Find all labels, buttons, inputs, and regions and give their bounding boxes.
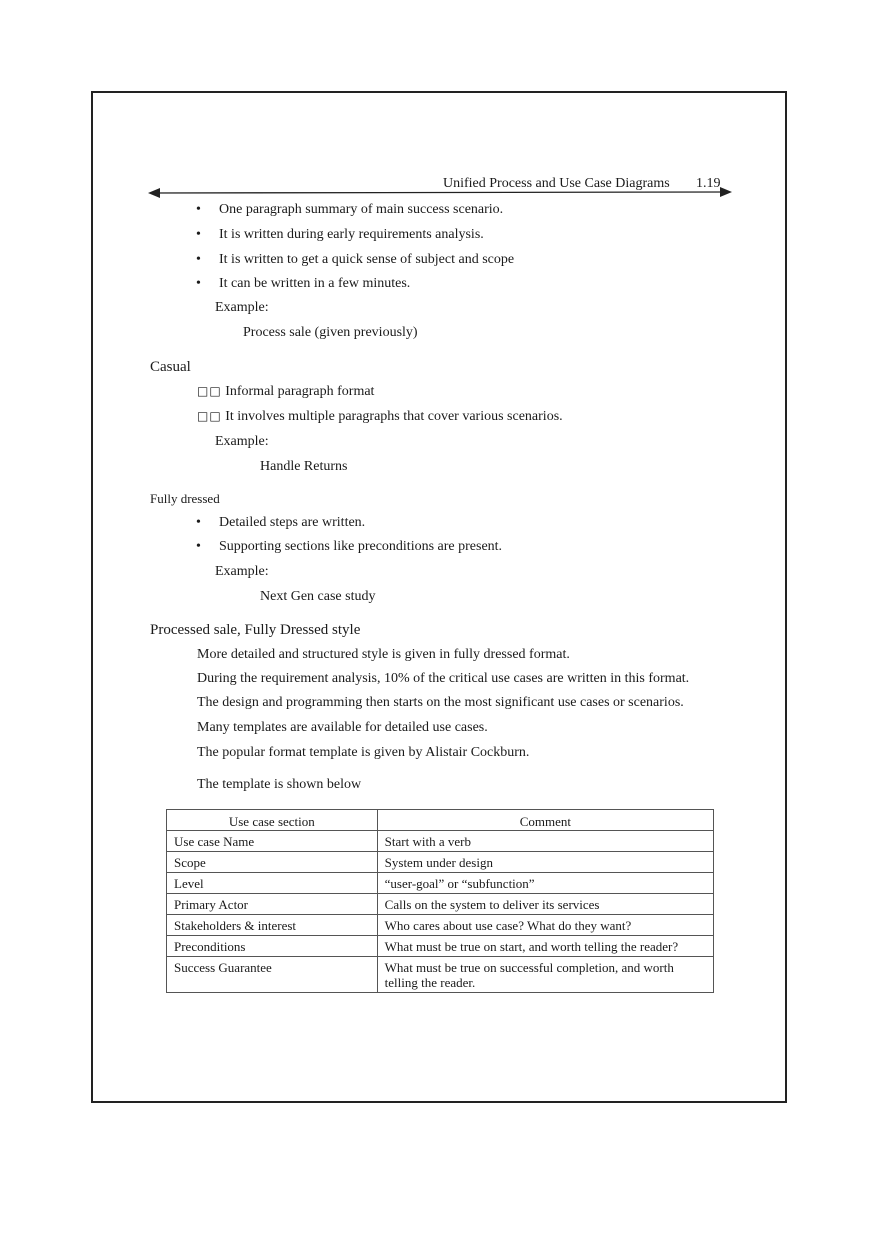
example-value: Handle Returns [260,459,348,474]
column-header: Use case section [167,810,378,831]
table-cell: Start with a verb [377,831,713,852]
table-cell: Success Guarantee [167,957,378,993]
table-cell: Preconditions [167,936,378,957]
list-item [197,384,374,400]
bullet-marker: • [196,515,201,530]
column-header: Comment [377,810,713,831]
table-row [167,894,714,915]
list-item: Supporting sections like preconditions are present. [219,539,503,554]
list-item: One paragraph summary of main success scenario. [219,202,504,217]
paragraph-line: The popular format template is given by Alistair Cockburn. [197,745,530,760]
table-row [167,852,714,873]
use-case-template-table [166,809,714,993]
table-header-row [167,810,714,831]
bullet-marker: • [196,202,201,217]
paragraph-line: Many templates are available for detailed use cases. [197,720,488,735]
header-double-arrow [148,186,732,200]
table-row [167,831,714,852]
box-glyph: □□ [197,409,222,423]
section-heading-processed-sale: Processed sale, Fully Dressed style [150,622,361,638]
example-value: Process sale (given previously) [243,325,418,340]
table-cell: Use case Name [167,831,378,852]
page-number: 1.19 [696,176,721,191]
example-label: Example: [215,300,269,315]
table-cell: What must be true on start, and worth telling the reader? [377,936,713,957]
table-cell: Primary Actor [167,894,378,915]
example-label: Example: [215,564,269,579]
bullet-marker: • [196,252,201,267]
table-cell: “user-goal” or “subfunction” [377,873,713,894]
list-item-text: It involves multiple paragraphs that cover various scenarios. [225,409,563,424]
bullet-marker: • [196,227,201,242]
table-cell: System under design [377,852,713,873]
table-row [167,957,714,993]
list-item-text: Informal paragraph format [225,384,375,399]
example-value: Next Gen case study [260,589,376,604]
table-cell: Who cares about use case? What do they want? [377,915,713,936]
list-item [197,409,563,425]
paragraph-line: The design and programming then starts on the most significant use cases or scenarios. [197,695,684,710]
section-heading-casual: Casual [150,359,191,375]
example-label: Example: [215,434,269,449]
paragraph-line: During the requirement analysis, 10% of the critical use cases are written in this format. [197,671,690,686]
bullet-marker: • [196,539,201,554]
table-row [167,936,714,957]
table-cell: Level [167,873,378,894]
table-cell: What must be true on successful completion, and worth telling the reader. [377,957,713,993]
table-cell: Scope [167,852,378,873]
table-cell: Calls on the system to deliver its services [377,894,713,915]
bullet-marker: • [196,276,201,291]
table-cell: Stakeholders & interest [167,915,378,936]
running-title: Unified Process and Use Case Diagrams [443,176,670,191]
paragraph-line: More detailed and structured style is given in fully dressed format. [197,647,570,662]
template-intro: The template is shown below [197,777,362,792]
section-heading-fully-dressed: Fully dressed [150,491,220,506]
list-item: It is written to get a quick sense of subject and scope [219,252,515,267]
list-item: It is written during early requirements analysis. [219,227,484,242]
table-row [167,873,714,894]
list-item: Detailed steps are written. [219,515,366,530]
list-item: It can be written in a few minutes. [219,276,411,291]
table-row [167,915,714,936]
box-glyph: □□ [197,384,222,398]
